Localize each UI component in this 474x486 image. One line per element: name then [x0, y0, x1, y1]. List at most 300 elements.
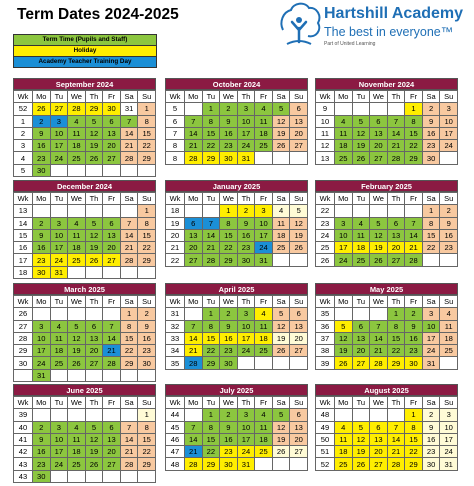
day-cell: 2: [422, 103, 440, 115]
day-cell: 11: [68, 433, 86, 445]
day-cell: 19: [85, 242, 103, 254]
weekday-header-cell: Tu: [352, 91, 370, 103]
week-number-cell: 9: [316, 103, 335, 115]
day-cell: 8: [202, 115, 220, 127]
week-number-cell: 52: [14, 103, 33, 115]
day-cell: 25: [255, 140, 273, 152]
weekday-header-cell: Tu: [202, 193, 220, 205]
weekday-header-cell: Sa: [422, 397, 440, 409]
day-cell: 10: [237, 320, 255, 332]
week-number-cell: 44: [166, 409, 185, 421]
week-number-cell: 4: [14, 152, 33, 164]
weekday-header-cell: Su: [290, 397, 308, 409]
day-cell: 21: [370, 345, 388, 357]
weekday-header-cell: Su: [440, 296, 458, 308]
day-cell: 1: [138, 103, 156, 115]
day-cell: 20: [370, 140, 388, 152]
day-cell: 1: [387, 308, 405, 320]
week-row: [316, 446, 458, 458]
week-number-cell: 1: [14, 115, 33, 127]
day-cell: 7: [185, 320, 203, 332]
weekday-header-cell: Sa: [120, 91, 138, 103]
month-title: June 2025: [13, 384, 156, 396]
day-cell: 7: [120, 217, 138, 229]
day-cell: 15: [387, 332, 405, 344]
day-cell: 7: [103, 320, 121, 332]
week-row: [166, 242, 308, 254]
day-cell: 21: [185, 345, 203, 357]
day-cell: 3: [237, 308, 255, 320]
week-row: [316, 458, 458, 470]
day-cell: 9: [138, 320, 156, 332]
week-row: [14, 433, 156, 445]
day-cell: 22: [405, 140, 423, 152]
day-cell: [85, 409, 103, 421]
day-cell: [370, 308, 388, 320]
week-row: [316, 217, 458, 229]
week-row: [316, 308, 458, 320]
weekday-header-cell: Fr: [255, 296, 273, 308]
day-cell: 27: [103, 152, 121, 164]
day-cell: 10: [335, 229, 353, 241]
day-cell: [272, 254, 290, 266]
week-row: [316, 320, 458, 332]
day-cell: 25: [440, 345, 458, 357]
day-cell: [272, 152, 290, 164]
weekday-header-row: [166, 397, 308, 409]
week-number-cell: 8: [166, 140, 185, 152]
day-cell: [440, 254, 458, 266]
day-cell: 9: [220, 320, 238, 332]
day-cell: 14: [120, 433, 138, 445]
day-cell: [50, 470, 68, 482]
day-cell: 3: [440, 103, 458, 115]
legend-term-time: Term Time (Pupils and Staff): [13, 34, 157, 45]
day-cell: [33, 409, 51, 421]
weekday-header-cell: Th: [387, 397, 405, 409]
month-title: November 2024: [315, 78, 458, 90]
day-cell: 30: [138, 357, 156, 369]
day-cell: 9: [237, 217, 255, 229]
day-cell: 6: [103, 115, 121, 127]
day-cell: 20: [290, 332, 308, 344]
day-cell: 8: [120, 320, 138, 332]
week-row: [14, 308, 156, 320]
day-cell: 29: [405, 152, 423, 164]
month-title: July 2025: [165, 384, 308, 396]
weekday-header-row: [14, 193, 156, 205]
day-cell: 30: [33, 266, 51, 278]
day-cell: 5: [335, 320, 353, 332]
day-cell: 13: [370, 433, 388, 445]
week-row: [14, 470, 156, 482]
day-cell: [120, 369, 138, 381]
day-cell: [440, 357, 458, 369]
day-cell: 11: [255, 421, 273, 433]
week-row: [166, 409, 308, 421]
day-cell: 24: [440, 446, 458, 458]
day-cell: 23: [440, 242, 458, 254]
day-cell: [68, 266, 86, 278]
day-cell: 2: [220, 409, 238, 421]
day-cell: 27: [370, 458, 388, 470]
weekday-header-cell: Su: [290, 193, 308, 205]
weekday-header-cell: Mo: [335, 397, 353, 409]
week-number-cell: 26: [316, 254, 335, 266]
weekday-header-cell: Fr: [405, 193, 423, 205]
day-cell: 4: [255, 308, 273, 320]
day-cell: 19: [272, 332, 290, 344]
weekday-header-cell: Tu: [50, 296, 68, 308]
week-number-cell: 28: [14, 332, 33, 344]
day-cell: 17: [255, 229, 273, 241]
month-calendar: [165, 283, 308, 370]
week-row: [166, 320, 308, 332]
weekday-header-row: [316, 193, 458, 205]
weekday-header-cell: Sa: [120, 193, 138, 205]
day-cell: [440, 152, 458, 164]
day-cell: 15: [138, 433, 156, 445]
month-title: March 2025: [13, 283, 156, 295]
week-number-cell: 5: [166, 103, 185, 115]
weekday-header-cell: We: [370, 193, 388, 205]
day-cell: 13: [290, 421, 308, 433]
day-cell: 4: [255, 103, 273, 115]
day-cell: 16: [237, 229, 255, 241]
day-cell: 29: [220, 254, 238, 266]
day-cell: 7: [120, 421, 138, 433]
weekday-header-cell: We: [220, 91, 238, 103]
day-cell: [335, 205, 353, 217]
week-number-cell: 38: [316, 345, 335, 357]
week-row: [166, 254, 308, 266]
week-row: [316, 115, 458, 127]
day-cell: 14: [202, 229, 220, 241]
day-cell: [255, 152, 273, 164]
weekday-header-cell: Wk: [166, 397, 185, 409]
weekday-header-row: [166, 296, 308, 308]
day-cell: 1: [120, 308, 138, 320]
weekday-header-cell: Su: [138, 91, 156, 103]
day-cell: 4: [68, 217, 86, 229]
day-cell: 3: [237, 103, 255, 115]
day-cell: 9: [440, 217, 458, 229]
logo-partner: Part of United Learning: [324, 41, 376, 47]
day-cell: [237, 357, 255, 369]
day-cell: 18: [68, 140, 86, 152]
day-cell: [272, 357, 290, 369]
day-cell: 1: [220, 205, 238, 217]
week-row: [166, 357, 308, 369]
day-cell: [387, 409, 405, 421]
week-number-cell: 20: [166, 229, 185, 241]
day-cell: 28: [387, 152, 405, 164]
week-number-cell: 47: [166, 446, 185, 458]
week-row: [166, 458, 308, 470]
month-calendar: [315, 283, 458, 370]
day-cell: 22: [202, 446, 220, 458]
weekday-header-cell: Tu: [202, 296, 220, 308]
weekday-header-cell: Sa: [422, 193, 440, 205]
week-number-cell: 5: [14, 164, 33, 176]
weekday-header-cell: Fr: [103, 91, 121, 103]
week-number-cell: 32: [166, 320, 185, 332]
day-cell: 28: [120, 254, 138, 266]
day-cell: 26: [272, 140, 290, 152]
week-number-cell: 37: [316, 332, 335, 344]
week-row: [166, 205, 308, 217]
day-cell: 13: [103, 229, 121, 241]
day-cell: 2: [440, 205, 458, 217]
week-row: [14, 332, 156, 344]
day-cell: 8: [138, 421, 156, 433]
day-cell: 15: [405, 433, 423, 445]
weekday-header-cell: Wk: [316, 91, 335, 103]
day-cell: 8: [422, 217, 440, 229]
day-cell: 9: [33, 433, 51, 445]
week-number-cell: 29: [14, 345, 33, 357]
day-cell: 19: [352, 140, 370, 152]
day-cell: 16: [33, 140, 51, 152]
day-cell: 1: [138, 409, 156, 421]
week-row: [14, 242, 156, 254]
day-cell: 5: [352, 421, 370, 433]
day-cell: 11: [352, 229, 370, 241]
week-row: [14, 217, 156, 229]
week-row: [14, 421, 156, 433]
weekday-header-cell: Tu: [352, 193, 370, 205]
weekday-header-cell: Su: [440, 397, 458, 409]
weekday-header-cell: Fr: [255, 193, 273, 205]
week-number-cell: 8: [166, 152, 185, 164]
day-cell: 7: [405, 217, 423, 229]
day-cell: 15: [120, 332, 138, 344]
month-title: December 2024: [13, 180, 156, 192]
day-cell: [33, 205, 51, 217]
weekday-header-cell: Tu: [202, 91, 220, 103]
week-number-cell: 23: [316, 217, 335, 229]
day-cell: 12: [352, 433, 370, 445]
weekday-header-cell: Fr: [405, 91, 423, 103]
month-calendar: [165, 384, 308, 471]
day-cell: 28: [370, 357, 388, 369]
day-cell: 2: [422, 409, 440, 421]
day-cell: 3: [50, 217, 68, 229]
day-cell: 5: [272, 103, 290, 115]
day-cell: 6: [290, 308, 308, 320]
weekday-header-cell: Mo: [335, 193, 353, 205]
day-cell: 9: [220, 421, 238, 433]
month-title: May 2025: [315, 283, 458, 295]
weekday-header-row: [14, 296, 156, 308]
week-row: [14, 266, 156, 278]
day-cell: [290, 152, 308, 164]
day-cell: 28: [120, 152, 138, 164]
day-cell: 20: [85, 345, 103, 357]
day-cell: 16: [220, 127, 238, 139]
weekday-header-cell: Su: [138, 397, 156, 409]
day-cell: 26: [272, 446, 290, 458]
day-cell: 3: [237, 409, 255, 421]
day-cell: [103, 308, 121, 320]
day-cell: 28: [120, 458, 138, 470]
month-calendar: [13, 384, 156, 483]
day-cell: 29: [202, 458, 220, 470]
month-calendar: [315, 180, 458, 267]
day-cell: 17: [50, 446, 68, 458]
weekday-header-cell: Mo: [185, 91, 203, 103]
day-cell: 8: [202, 320, 220, 332]
week-row: [316, 433, 458, 445]
day-cell: 22: [202, 140, 220, 152]
week-row: [166, 140, 308, 152]
day-cell: 4: [50, 320, 68, 332]
day-cell: 14: [185, 332, 203, 344]
day-cell: 11: [255, 320, 273, 332]
week-number-cell: 18: [14, 266, 33, 278]
day-cell: [120, 470, 138, 482]
day-cell: 7: [387, 421, 405, 433]
day-cell: 24: [50, 254, 68, 266]
week-number-cell: 34: [166, 345, 185, 357]
day-cell: [255, 357, 273, 369]
day-cell: [103, 205, 121, 217]
day-cell: 16: [440, 229, 458, 241]
day-cell: 15: [220, 229, 238, 241]
day-cell: 5: [272, 409, 290, 421]
day-cell: 3: [50, 421, 68, 433]
week-number-cell: 6: [166, 115, 185, 127]
day-cell: 1: [202, 103, 220, 115]
day-cell: [50, 369, 68, 381]
day-cell: 20: [352, 345, 370, 357]
day-cell: 18: [68, 242, 86, 254]
weekday-header-row: [166, 193, 308, 205]
day-cell: 5: [290, 205, 308, 217]
week-number-cell: 35: [316, 308, 335, 320]
month-title: October 2024: [165, 78, 308, 90]
day-cell: 12: [370, 229, 388, 241]
day-cell: 26: [352, 458, 370, 470]
week-number-cell: 26: [14, 308, 33, 320]
day-cell: 15: [202, 127, 220, 139]
day-cell: 25: [335, 458, 353, 470]
day-cell: [68, 409, 86, 421]
day-cell: 22: [220, 242, 238, 254]
week-row: [14, 446, 156, 458]
day-cell: 29: [138, 152, 156, 164]
day-cell: 3: [335, 217, 353, 229]
day-cell: 31: [120, 103, 138, 115]
day-cell: 14: [120, 127, 138, 139]
day-cell: 15: [422, 229, 440, 241]
day-cell: 20: [370, 446, 388, 458]
week-number-cell: 42: [14, 446, 33, 458]
weekday-header-cell: Mo: [33, 296, 51, 308]
day-cell: 23: [237, 242, 255, 254]
day-cell: 25: [50, 357, 68, 369]
day-cell: 30: [422, 152, 440, 164]
week-number-cell: 18: [166, 205, 185, 217]
day-cell: [68, 164, 86, 176]
weekday-header-cell: Th: [387, 91, 405, 103]
day-cell: 16: [33, 242, 51, 254]
day-cell: 29: [138, 458, 156, 470]
day-cell: [335, 103, 353, 115]
day-cell: 27: [103, 254, 121, 266]
day-cell: 27: [185, 254, 203, 266]
weekday-header-cell: We: [68, 397, 86, 409]
day-cell: 18: [272, 229, 290, 241]
week-row: [316, 140, 458, 152]
day-cell: 24: [50, 458, 68, 470]
day-cell: 18: [255, 127, 273, 139]
day-cell: 14: [120, 229, 138, 241]
month-calendar: [165, 78, 308, 165]
day-cell: 26: [290, 242, 308, 254]
day-cell: 21: [120, 242, 138, 254]
weekday-header-cell: Sa: [422, 296, 440, 308]
day-cell: 5: [68, 320, 86, 332]
week-number-cell: 25: [316, 242, 335, 254]
day-cell: 27: [50, 103, 68, 115]
day-cell: 21: [387, 446, 405, 458]
day-cell: 23: [33, 254, 51, 266]
day-cell: 26: [85, 152, 103, 164]
day-cell: 23: [405, 345, 423, 357]
month-table: [165, 396, 308, 471]
week-number-cell: 43: [14, 458, 33, 470]
day-cell: 25: [255, 345, 273, 357]
week-row: [316, 229, 458, 241]
weekday-header-row: [166, 91, 308, 103]
day-cell: 12: [85, 433, 103, 445]
day-cell: 21: [185, 140, 203, 152]
weekday-header-cell: We: [370, 397, 388, 409]
month-title: January 2025: [165, 180, 308, 192]
weekday-header-cell: Tu: [50, 91, 68, 103]
day-cell: 9: [422, 421, 440, 433]
day-cell: 11: [50, 332, 68, 344]
day-cell: [370, 205, 388, 217]
day-cell: 8: [220, 217, 238, 229]
day-cell: 11: [335, 433, 353, 445]
day-cell: 10: [255, 217, 273, 229]
day-cell: 23: [422, 140, 440, 152]
day-cell: 30: [422, 458, 440, 470]
day-cell: [138, 164, 156, 176]
day-cell: 14: [185, 433, 203, 445]
day-cell: [387, 205, 405, 217]
day-cell: 26: [272, 345, 290, 357]
day-cell: 11: [68, 127, 86, 139]
weekday-header-cell: We: [68, 91, 86, 103]
weekday-header-cell: Th: [237, 91, 255, 103]
day-cell: [50, 164, 68, 176]
day-cell: 7: [202, 217, 220, 229]
week-row: [14, 140, 156, 152]
weekday-header-cell: We: [220, 193, 238, 205]
day-cell: 31: [422, 357, 440, 369]
week-row: [14, 369, 156, 381]
weekday-header-row: [14, 397, 156, 409]
day-cell: 18: [335, 446, 353, 458]
day-cell: [120, 409, 138, 421]
week-number-cell: 22: [166, 254, 185, 266]
day-cell: 8: [387, 320, 405, 332]
weekday-header-cell: Fr: [405, 296, 423, 308]
day-cell: 4: [255, 409, 273, 421]
